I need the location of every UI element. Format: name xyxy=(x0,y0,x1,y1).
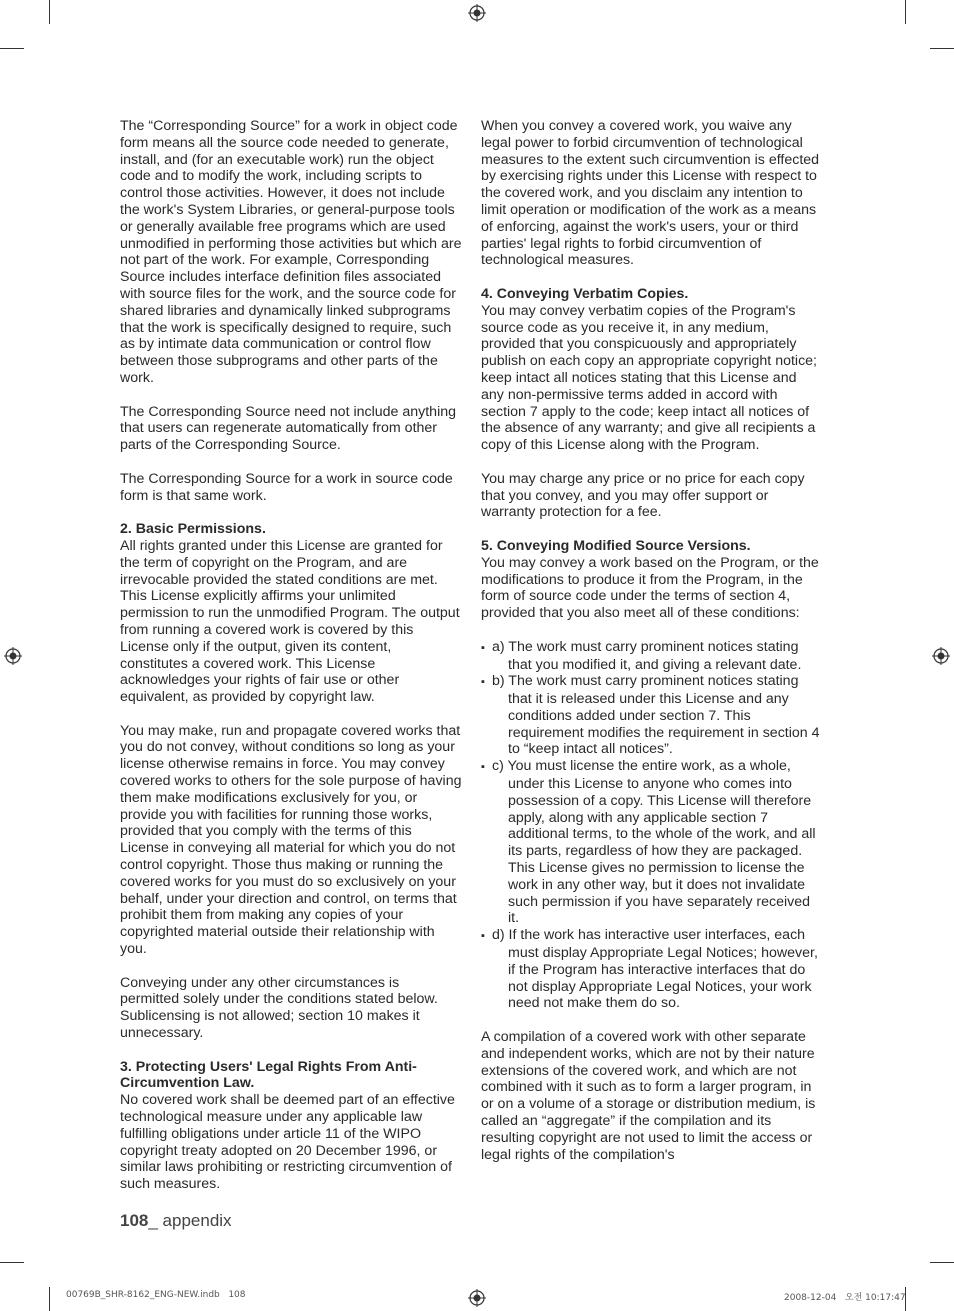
list-item-text: b) The work must carry prominent notices stating that it is released under this License and any conditions added under section 7. This requirement modifies the requirement in section 4 to “keep intact all notices”. xyxy=(492,673,820,758)
list-item xyxy=(481,758,823,927)
paragraph: All rights granted under this License are granted for the term of copyright on the Program, and are irrevocable provided the stated conditions are met. This License explicitly affirms your unlimited permission to run the unmodified Program. The output from running a covered work is covered by this License only if the output, given its content, constitutes a covered work. This License acknowledges your rights of fair use or other equivalent, as provided by copyright law. xyxy=(120,537,460,706)
crop-mark xyxy=(905,0,906,24)
registration-mark-icon xyxy=(932,647,950,665)
paragraph: You may convey verbatim copies of the Program's source code as you receive it, in any medium, provided that you conspicuously and appropriately publish on each copy an appropriate copyright notice; keep intact all notices stating that this License and any non-permissive terms added in accord with section 7 apply to the code; keep intact all notices of the absence of any warranty; and give all recipients a copy of this License along with the Program. xyxy=(481,302,817,454)
slug-timestamp: 2008-12-04 오전 10:17:47 xyxy=(784,1293,906,1303)
section-protecting-users-rights xyxy=(120,1059,462,1193)
section-basic-permissions xyxy=(120,521,462,706)
paragraph: Conveying under any other circumstances is permitted solely under the conditions stated below. Sublicensing is not allowed; section 10 makes it unnecessary. xyxy=(120,974,438,1042)
paragraph: When you convey a covered work, you waive any legal power to forbid circumvention of technological measures to the extent such circumvention is effected by exercising rights under this License with respect to the covered work, and you disclaim any intention to limit operation or modification of the work as a means of enforcing, against the work's users, your or third parties' legal rights to forbid circumvention of technological measures. xyxy=(481,118,820,269)
section-heading: 2. Basic Permissions. xyxy=(120,521,266,538)
crop-mark xyxy=(49,0,50,24)
registration-mark-icon xyxy=(468,1289,486,1307)
bullet-icon: ▪ xyxy=(481,761,485,774)
section-heading: 5. Conveying Modified Source Versions. xyxy=(481,537,751,554)
left-column xyxy=(120,118,462,1210)
paragraph: The “Corresponding Source” for a work in object code form means all the source code needed to generate, install, and (for an executable work) run the object code and to modify the work, including scripts to control those activities. However, it does not include the work's System Libraries, or general-purpose tools or generally available free programs which are used unmodified in performing those activities but which are not part of the work. For example, Corresponding Source includes interface definition files associated with source files for the work, and the source code for shared libraries and dynamically linked subprograms that the work is specifically designed to require, such as by intimate data communication or control flow between those subprograms and other parts of the work. xyxy=(120,118,462,386)
list-item-text: a) The work must carry prominent notices stating that you modified it, and giving a relevant date. xyxy=(492,638,802,673)
paragraph: No covered work shall be deemed part of an effective technological measure under any applicable law fulfilling obligations under article 11 of the WIPO copyright treaty adopted on 20 December 1996, or similar laws prohibiting or restricting circumvention of such measures. xyxy=(120,1092,455,1193)
registration-mark-icon xyxy=(468,4,486,22)
list-item xyxy=(481,927,823,1012)
conditions-list xyxy=(481,639,823,1013)
paragraph: A compilation of a covered work with other separate and independent works, which are not by their nature extensions of the covered work, and which are not combined with it such as to form a larger program, in or on a volume of a storage or distribution medium, is called an “aggregate” if the compilation and its resulting copyright are not used to limit the access or legal rights of the compilation's xyxy=(481,1029,816,1163)
crop-mark xyxy=(49,1287,50,1311)
list-item-text: c) You must license the entire work, as a whole, under this License to anyone who comes into possession of a copy. This License will therefore apply, along with any applicable section 7 additional terms, to the whole of the work, and all its parts, regardless of how they are packaged. This License gives no permission to license the work in any other way, but it does not invalidate such permission if you have separately received it. xyxy=(492,758,816,927)
section-heading: 4. Conveying Verbatim Copies. xyxy=(481,285,689,302)
bullet-icon: ▪ xyxy=(481,930,485,943)
paragraph: The Corresponding Source need not include anything that users can regenerate automatically from other parts of the Corresponding Source. xyxy=(120,403,456,454)
section-name: _ appendix xyxy=(148,1211,232,1230)
page-footer xyxy=(120,1211,232,1231)
paragraph: You may make, run and propagate covered works that you do not convey, without conditions so long as your license otherwise remains in force. You may convey covered works to others for the sole purpose of having them make modifications exclusively for you, or provide you with facilities for running those works, provided that you comply with the terms of this License in conveying all material for which you do not control copyright. Those thus making or running the covered works for you must do so exclusively on your behalf, under your direction and control, on terms that prohibit them from making any copies of your copyrighted material outside their relationship with you. xyxy=(120,722,462,958)
crop-mark xyxy=(0,1262,24,1263)
list-item xyxy=(481,639,823,674)
list-item xyxy=(481,673,823,758)
bullet-icon: ▪ xyxy=(481,676,485,689)
section-heading: 3. Protecting Users' Legal Rights From Anti-Circumvention Law. xyxy=(120,1058,417,1092)
paragraph: You may convey a work based on the Program, or the modifications to produce it from the Program, in the form of source code under the terms of section 4, provided that you also meet all of these conditions: xyxy=(481,554,819,622)
crop-mark xyxy=(0,48,24,49)
paragraph: You may charge any price or no price for each copy that you convey, and you may offer support or warranty protection for a fee. xyxy=(481,470,805,521)
section-conveying-modified-source xyxy=(481,538,823,622)
slug-file: 00769B_SHR-8162_ENG-NEW.indb 108 xyxy=(66,1290,246,1300)
bullet-icon: ▪ xyxy=(481,641,485,654)
list-item-text: d) If the work has interactive user interfaces, each must display Appropriate Legal Notices; however, if the Program has interactive interfaces that do not display Appropriate Legal Notices, your work need not make them do so. xyxy=(492,927,818,1012)
registration-mark-icon xyxy=(4,647,22,665)
crop-mark xyxy=(930,1262,954,1263)
paragraph: The Corresponding Source for a work in source code form is that same work. xyxy=(120,470,453,504)
section-conveying-verbatim-copies xyxy=(481,286,823,454)
right-column xyxy=(481,118,823,1180)
page-number: 108 xyxy=(120,1211,149,1230)
crop-mark xyxy=(930,48,954,49)
